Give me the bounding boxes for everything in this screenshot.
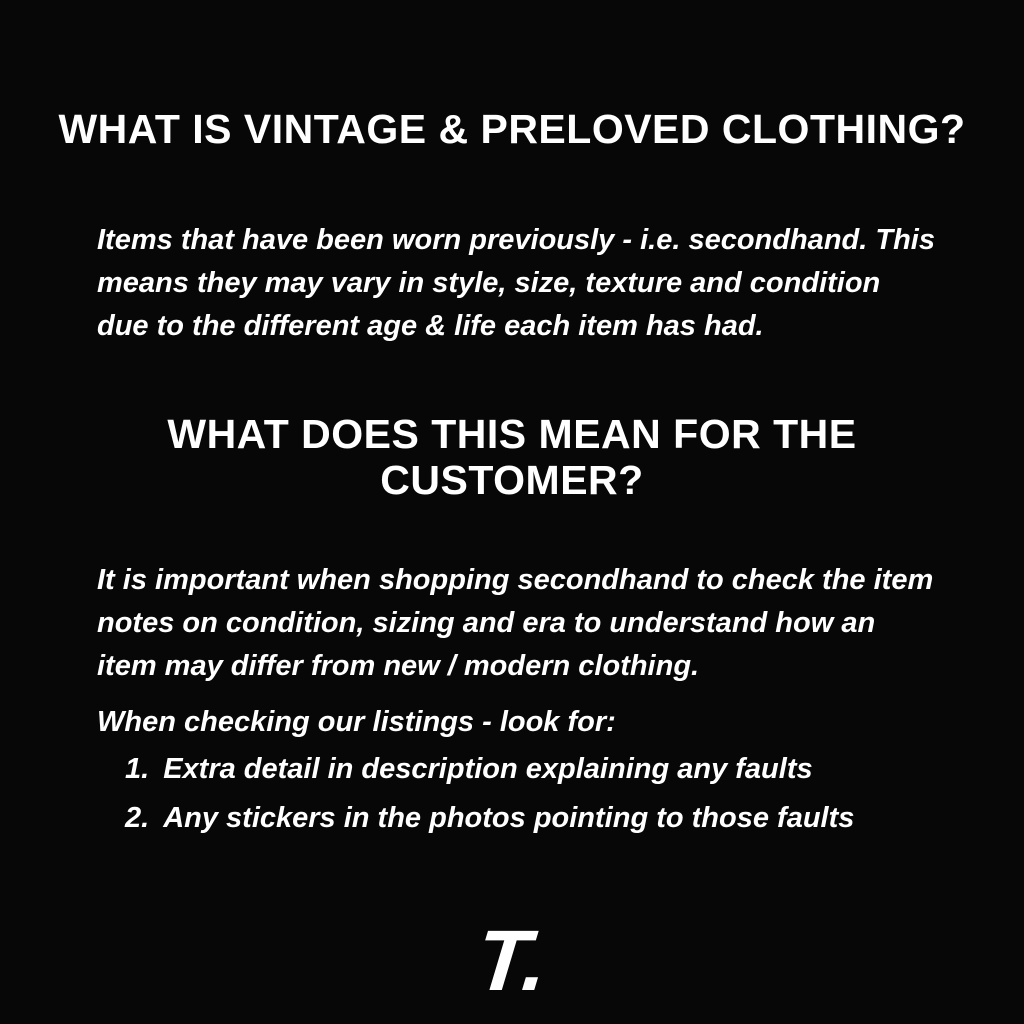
brand-logo: T. <box>471 913 553 1009</box>
customer-section-paragraph: It is important when shopping secondhand to check the item notes on condition, sizing and era to understand how an item may differ from new / modern clothing. <box>97 564 934 682</box>
checklist-item-text: Extra detail in description explaining any faults <box>163 753 813 785</box>
listing-intro: When checking our listings - look for: <box>97 706 616 738</box>
checklist-item <box>125 748 945 791</box>
checklist-item <box>125 797 945 840</box>
checklist-item-text: Any stickers in the photos pointing to those faults <box>163 801 855 834</box>
page-title: WHAT IS VINTAGE & PRELOVED CLOTHING? <box>58 106 966 153</box>
customer-section-heading: WHAT DOES THIS MEAN FOR THE CUSTOMER? <box>167 411 857 503</box>
checklist <box>125 748 945 846</box>
checklist-item-number: 2. <box>125 801 150 834</box>
checklist-item-number: 1. <box>125 753 150 785</box>
intro-paragraph: Items that have been worn previously - i.e. secondhand. This means they may vary in style, size, texture and condition due to the different age & life each item has had. <box>97 224 935 342</box>
